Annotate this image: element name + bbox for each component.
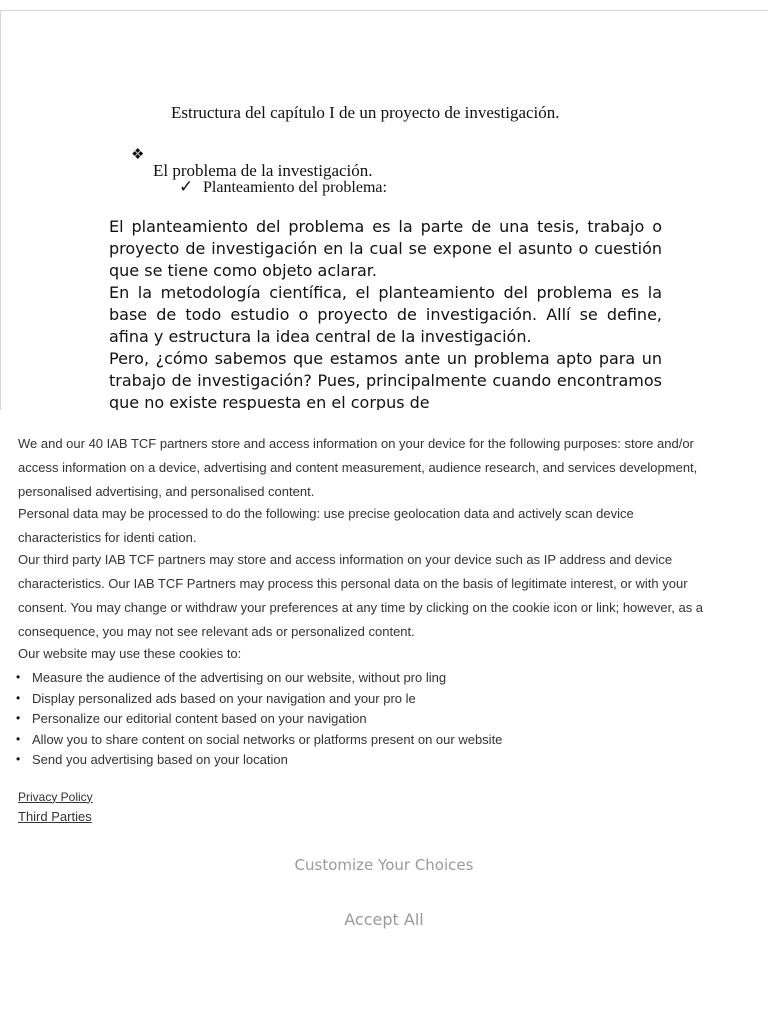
document-body — [109, 216, 662, 410]
consent-links — [18, 787, 718, 827]
accept-all-button[interactable]: Accept All — [344, 910, 424, 929]
consent-cookies-intro: Our website may use these cookies to: — [18, 646, 242, 661]
subsection-heading: Planteamiento del problema: — [203, 179, 387, 196]
list-item — [18, 689, 718, 710]
bullet-icon: • — [16, 690, 21, 705]
bullet-icon: • — [16, 711, 21, 725]
privacy-policy-link[interactable]: Privacy Policy — [18, 789, 93, 804]
consent-personal-data-text: Personal data may be processed to do the following: use precise geolocation data and actively scan device characteristics for identi cation. — [18, 506, 634, 545]
bullet-icon: • — [16, 731, 21, 746]
list-item — [18, 750, 718, 771]
list-item — [18, 709, 718, 730]
customize-choices-button[interactable]: Customize Your Choices — [0, 856, 768, 874]
list-item-label: Allow you to share content on social networks or platforms present on our website — [32, 731, 503, 747]
bullet-icon: • — [16, 670, 21, 684]
consent-purposes-text: We and our 40 IAB TCF partners store and access information on your device for the following purposes: store and/or access information on a device, advertising and content measurement, audience research, and services development, personalised advertising, and personalised content. — [18, 436, 698, 499]
list-item — [18, 668, 718, 689]
cookie-uses-list — [18, 668, 718, 771]
list-item-label: Display personalized ads based on your navigation and your pro le — [32, 690, 416, 706]
body-paragraph: El planteamiento del problema es la parte de una tesis, trabajo o proyecto de investigación en la cual se expone el asunto o cuestión que se tiene como objeto aclarar. — [109, 217, 662, 280]
diamond-bullet-icon: ❖ — [131, 146, 145, 163]
list-item — [18, 730, 718, 751]
list-item-label: Send you advertising based on your location — [32, 752, 288, 767]
body-paragraph: En la metodología científica, el planteamiento del problema es la base de todo estudio o proyecto de investigación. Allí se define, afina y estructura la idea central de la investigación. — [109, 283, 662, 346]
cookie-consent-panel — [18, 432, 718, 827]
third-parties-link[interactable]: Third Parties — [18, 808, 92, 824]
document-title: Estructura del capítulo I de un proyecto de investigación. — [171, 103, 560, 122]
list-item-label: Personalize our editorial content based on your navigation — [32, 711, 367, 726]
checkmark-icon: ✓ — [179, 177, 194, 196]
bullet-icon: • — [16, 752, 21, 766]
consent-third-party-text: Our third party IAB TCF partners may store and access information on your device such as IP address and device characteristics. Our IAB TCF Partners may process this personal data on the basis of legitimate interest, or with your consent. You may change or withdraw your preferences at any time by clicking on the cookie icon or link; however, as a consequence, you may not see relevant ads or personalized content. — [18, 552, 704, 639]
body-paragraph: Pero, ¿cómo sabemos que estamos ante un problema apto para un trabajo de investigación? Pues, principalmente cuando encontramos que no existe respuesta en el corpus de — [109, 349, 662, 410]
section-heading: El problema de la investigación. — [153, 161, 373, 180]
document-preview — [0, 10, 768, 410]
list-item-label: Measure the audience of the advertising on our website, without pro ling — [32, 670, 447, 685]
